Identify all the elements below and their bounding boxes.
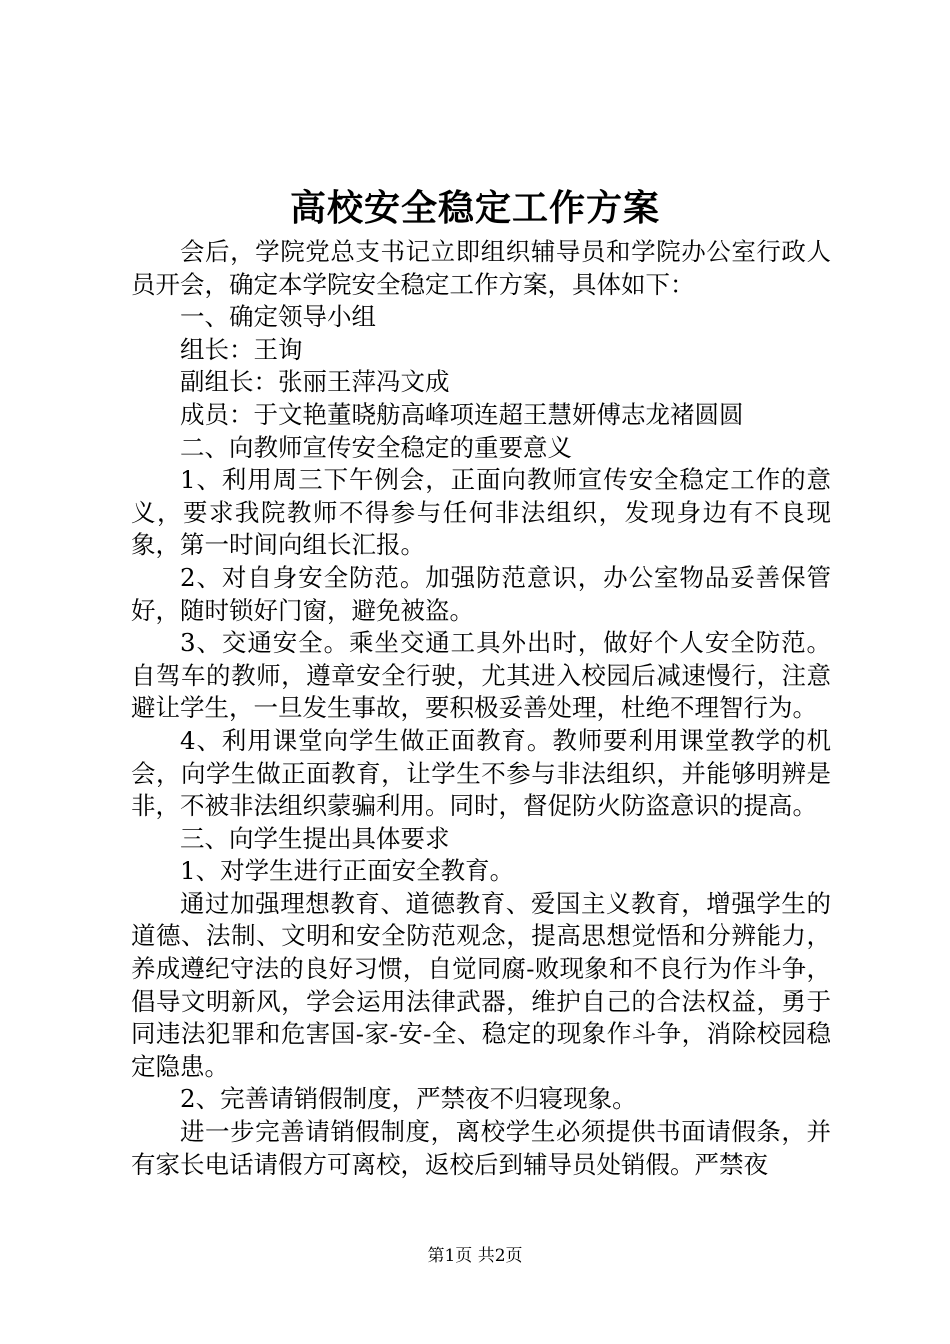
document-title: 高校安全稳定工作方案: [289, 187, 660, 229]
paragraph: 成员：于文艳董晓舫高峰项连超王慧妍傅志龙褚圆圆: [180, 399, 744, 429]
paragraph: 3、交通安全。乘坐交通工具外出时，做好个人安全防范。自驾车的教师，遵章安全行驶，尤其进入校园后减速慢行，注意避让学生，一旦发生事故，要积极妥善处理，杜绝不理智行为。: [131, 628, 831, 723]
paragraph: 2、对自身安全防范。加强防范意识，办公室物品妥善保管好，随时锁好门窗，避免被盗。: [131, 562, 831, 625]
section-heading: 一、确定领导小组: [180, 302, 376, 332]
paragraph: 副组长：张丽王萍冯文成: [180, 367, 450, 397]
document-body: [131, 236, 831, 1181]
paragraph: 会后，学院党总支书记立即组织辅导员和学院办公室行政人员开会，确定本学院安全稳定工作方案，具体如下：: [131, 237, 831, 299]
paragraph: 1、对学生进行正面安全教育。: [180, 856, 515, 886]
paragraph: 1、利用周三下午例会，正面向教师宣传安全稳定工作的意义，要求我院教师不得参与任何非法组织，发现身边有不良现象，第一时间向组长汇报。: [131, 465, 831, 560]
section-heading: 二、向教师宣传安全稳定的重要意义: [180, 432, 572, 462]
paragraph: 2、完善请销假制度，严禁夜不归寝现象。: [180, 1084, 637, 1114]
page-footer: 第1页 共2页: [427, 1246, 523, 1266]
section-heading: 三、向学生提出具体要求: [180, 823, 450, 853]
paragraph: 进一步完善请销假制度，离校学生必须提供书面请假条，并有家长电话请假方可离校，返校后到辅导员处销假。严禁夜: [131, 1117, 831, 1179]
paragraph: 通过加强理想教育、道德教育、爱国主义教育，增强学生的道德、法制、文明和安全防范观念，提高思想觉悟和分辨能力，养成遵纪守法的良好习惯，自觉同腐-败现象和不良行为作斗争，倡导文明新风，学会运用法律武器，维护自己的合法权益，勇于同违法犯罪和危害国-家-安-全、稳定的现象作斗争，消除校园稳定隐患。: [131, 888, 831, 1081]
paragraph: 4、利用课堂向学生做正面教育。教师要利用课堂教学的机会，向学生做正面教育，让学生不参与非法组织，并能够明辨是非，不被非法组织蒙骗利用。同时，督促防火防盗意识的提高。: [131, 725, 831, 821]
paragraph: 组长：王询: [180, 334, 303, 364]
